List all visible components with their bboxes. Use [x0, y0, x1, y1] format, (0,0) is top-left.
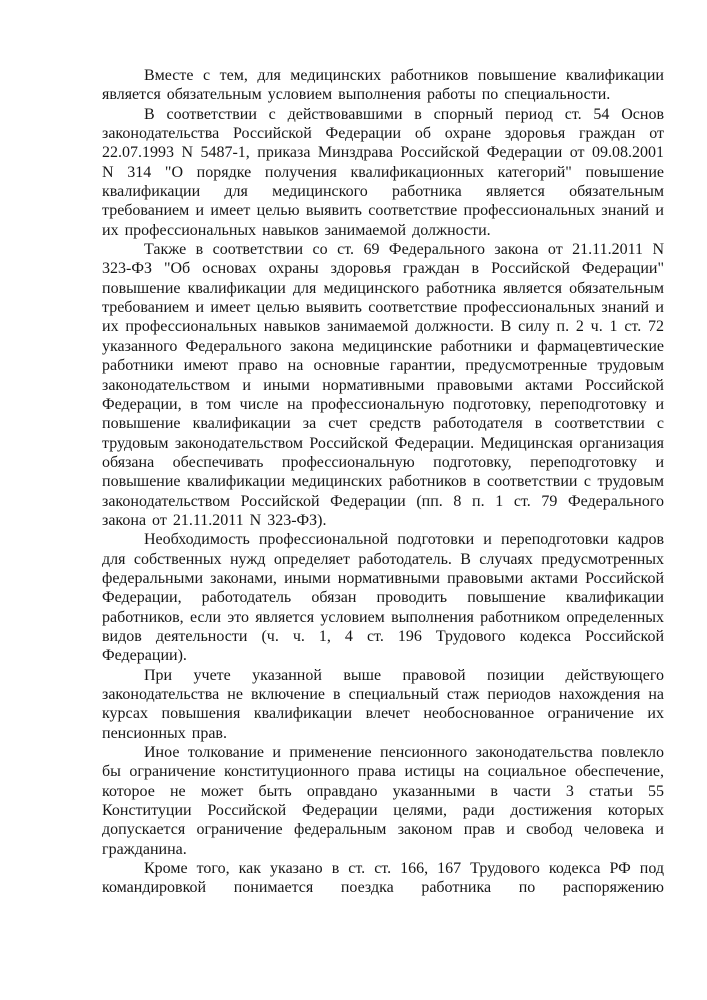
- paragraph: Необходимость профессиональной подготовки и переподготовки кадров для собственных нужд определяет работодатель. В случаях предусмотренных федеральными законами, иными нормативными правовыми актами Российской Федерации, работодатель обязан проводить повышение квалификации работников, если это является условием выполнения работником определенных видов деятельности (ч. ч. 1, 4 ст. 196 Трудового кодекса Российской Федерации).: [102, 531, 664, 665]
- paragraph: При учете указанной выше правовой позиции действующего законодательства не включение в специальный стаж периодов нахождения на курсах повышения квалификации влечет необоснованное ограничение их пенсионных прав.: [102, 666, 664, 742]
- paragraph-continues-next-page: Кроме того, как указано в ст. ст. 166, 167 Трудового кодекса РФ под командировкой понимается поездка работника по распоряжению: [102, 860, 664, 897]
- paragraph: Вместе с тем, для медицинских работников повышение квалификации является обязательным условием выполнения работы по специальности.: [102, 67, 664, 104]
- paragraph: Иное толкование и применение пенсионного законодательства повлекло бы ограничение конституционного права истицы на социальное обеспечение, которое не может быть оправдано указанными в части 3 статьи 55 Конституции Российской Федерации целями, ради достижения которых допускается ограничение федеральным законом прав и свобод человека и гражданина.: [102, 744, 664, 858]
- paragraph: В соответствии с действовавшими в спорный период ст. 54 Основ законодательства Российской Федерации об охране здоровья граждан от 22.07.1993 N 5487-1, приказа Минздрава Российской Федерации от 09.08.2001 N 314 "О порядке получения квалификационных категорий" повышение квалификации для медицинского работника является обязательным требованием и имеет целью выявить соответствие профессиональных знаний и их профессиональных навыков занимаемой должности.: [102, 105, 664, 239]
- paragraph: Также в соответствии со ст. 69 Федерального закона от 21.11.2011 N 323-ФЗ "Об основах охраны здоровья граждан в Российской Федерации" повышение квалификации для медицинского работника является обязательным требованием и имеет целью выявить соответствие профессиональных знаний и их профессиональных навыков занимаемой должности. В силу п. 2 ч. 1 ст. 72 указанного Федерального закона медицинские работники и фармацевтические работники имеют право на основные гарантии, предусмотренные трудовым законодательством и иными нормативными правовыми актами Российской Федерации, в том числе на профессиональную подготовку, переподготовку и повышение квалификации за счет средств работодателя в соответствии с трудовым законодательством Российской Федерации. Медицинская организация обязана обеспечивать профессиональную подготовку, переподготовку и повышение квалификации медицинских работников в соответствии с трудовым законодательством Российской Федерации (пп. 8 п. 1 ст. 79 Федерального закона от 21.11.2011 N 323-ФЗ).: [102, 241, 664, 529]
